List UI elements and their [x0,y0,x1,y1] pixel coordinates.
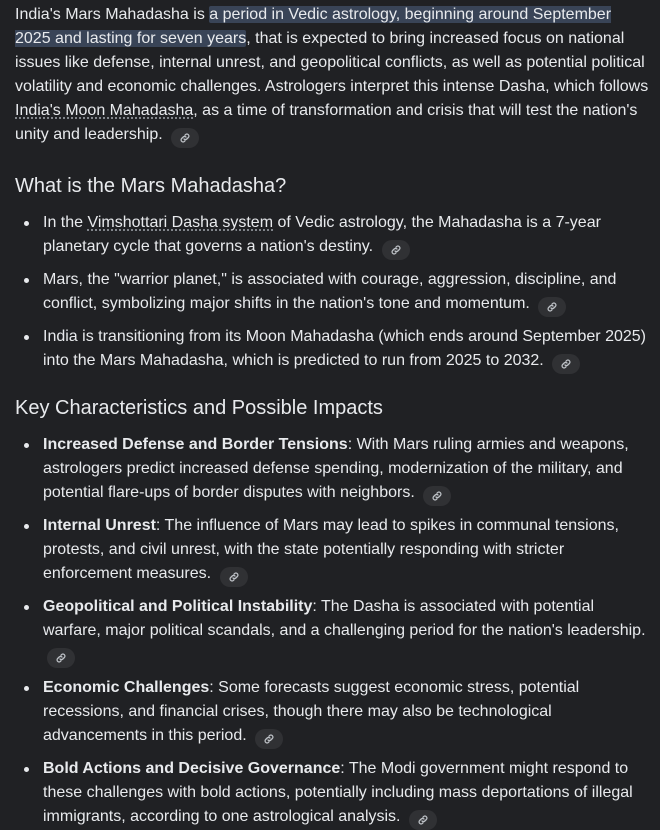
item-title: Internal Unrest [43,517,156,534]
section-heading-what-is: What is the Mars Mahadasha? [15,175,287,197]
source-link-button[interactable] [423,486,451,506]
intro-prefix: India's Mars Mahadasha is [15,6,210,23]
source-link-button[interactable] [220,567,248,587]
what-is-list [15,211,650,374]
moon-mahadasha-link[interactable]: India's Moon Mahadasha [15,102,194,119]
item-text: Mars, the "warrior planet," is associated with courage, aggression, discipline, and conflict, symbolizing major shifts in the nation's tone and momentum. [43,271,617,312]
list-item [15,325,648,374]
source-link-button[interactable] [171,128,199,148]
list-item [15,433,648,506]
link-icon [179,132,191,144]
link-icon [417,814,429,826]
item-text: : Some forecasts suggest economic stress, potential recessions, and financial crises, though there may also be technological advancements in this period. [43,679,580,744]
item-text: India is transitioning from its Moon Mahadasha (which ends around September 2025) into the Mars Mahadasha, which is predicted to run from 2025 to 2032. [43,328,646,369]
source-link-button[interactable] [538,297,566,317]
source-link-button[interactable] [409,810,437,830]
item-title: Increased Defense and Border Tensions [43,436,348,453]
source-link-button[interactable] [552,354,580,374]
item-text: : The Dasha is associated with potential warfare, major political scandals, and a challenging period for the nation's leadership. [43,598,646,639]
link-icon [560,358,572,370]
link-icon [546,301,558,313]
item-text: : The influence of Mars may lead to spikes in communal tensions, protests, and civil unrest, with the state potentially responding with stricter enforcement measures. [43,517,619,582]
link-icon [263,733,275,745]
section-heading-key-characteristics: Key Characteristics and Possible Impacts [15,397,383,419]
link-icon [431,490,443,502]
list-item [15,211,648,260]
source-link-button[interactable] [382,240,410,260]
item-text: : The Modi government might respond to these challenges with bold actions, potentially including mass deportations of illegal immigrants, according to one astrological analysis. [43,760,633,825]
list-item [15,757,648,830]
intro-middle: , that is expected to bring increased focus on national issues like defense, internal unrest, and geopolitical conflicts, as well as potential political volatility and economic challenges. Astrologers interpret this intense Dasha, which follows [15,30,649,95]
item-title: Bold Actions and Decisive Governance [43,760,341,777]
list-item [15,268,648,317]
list-item [15,514,648,587]
source-link-button[interactable] [47,648,75,668]
item-text: In the [43,214,88,231]
source-link-button[interactable] [255,729,283,749]
intro-highlight: a period in Vedic astrology, beginning around September 2025 and lasting for seven years [15,6,612,47]
intro-suffix: , as a time of transformation and crisis that will test the nation's unity and leadership. [15,102,638,143]
link-icon [55,652,67,664]
item-title: Geopolitical and Political Instability [43,598,313,615]
item-text: : With Mars ruling armies and weapons, astrologers predict increased defense spending, modernization of the military, and potential flare-ups of border disputes with neighbors. [43,436,629,501]
list-item [15,676,648,749]
vimshottari-link[interactable]: Vimshottari Dasha system [87,214,274,231]
impacts-list [15,433,650,830]
list-item [15,595,648,668]
link-icon [228,571,240,583]
link-icon [390,244,402,256]
item-text: of Vedic astrology, the Mahadasha is a 7-year planetary cycle that governs a nation's destiny. [43,214,601,255]
item-title: Economic Challenges [43,679,210,696]
intro-paragraph [15,3,650,148]
